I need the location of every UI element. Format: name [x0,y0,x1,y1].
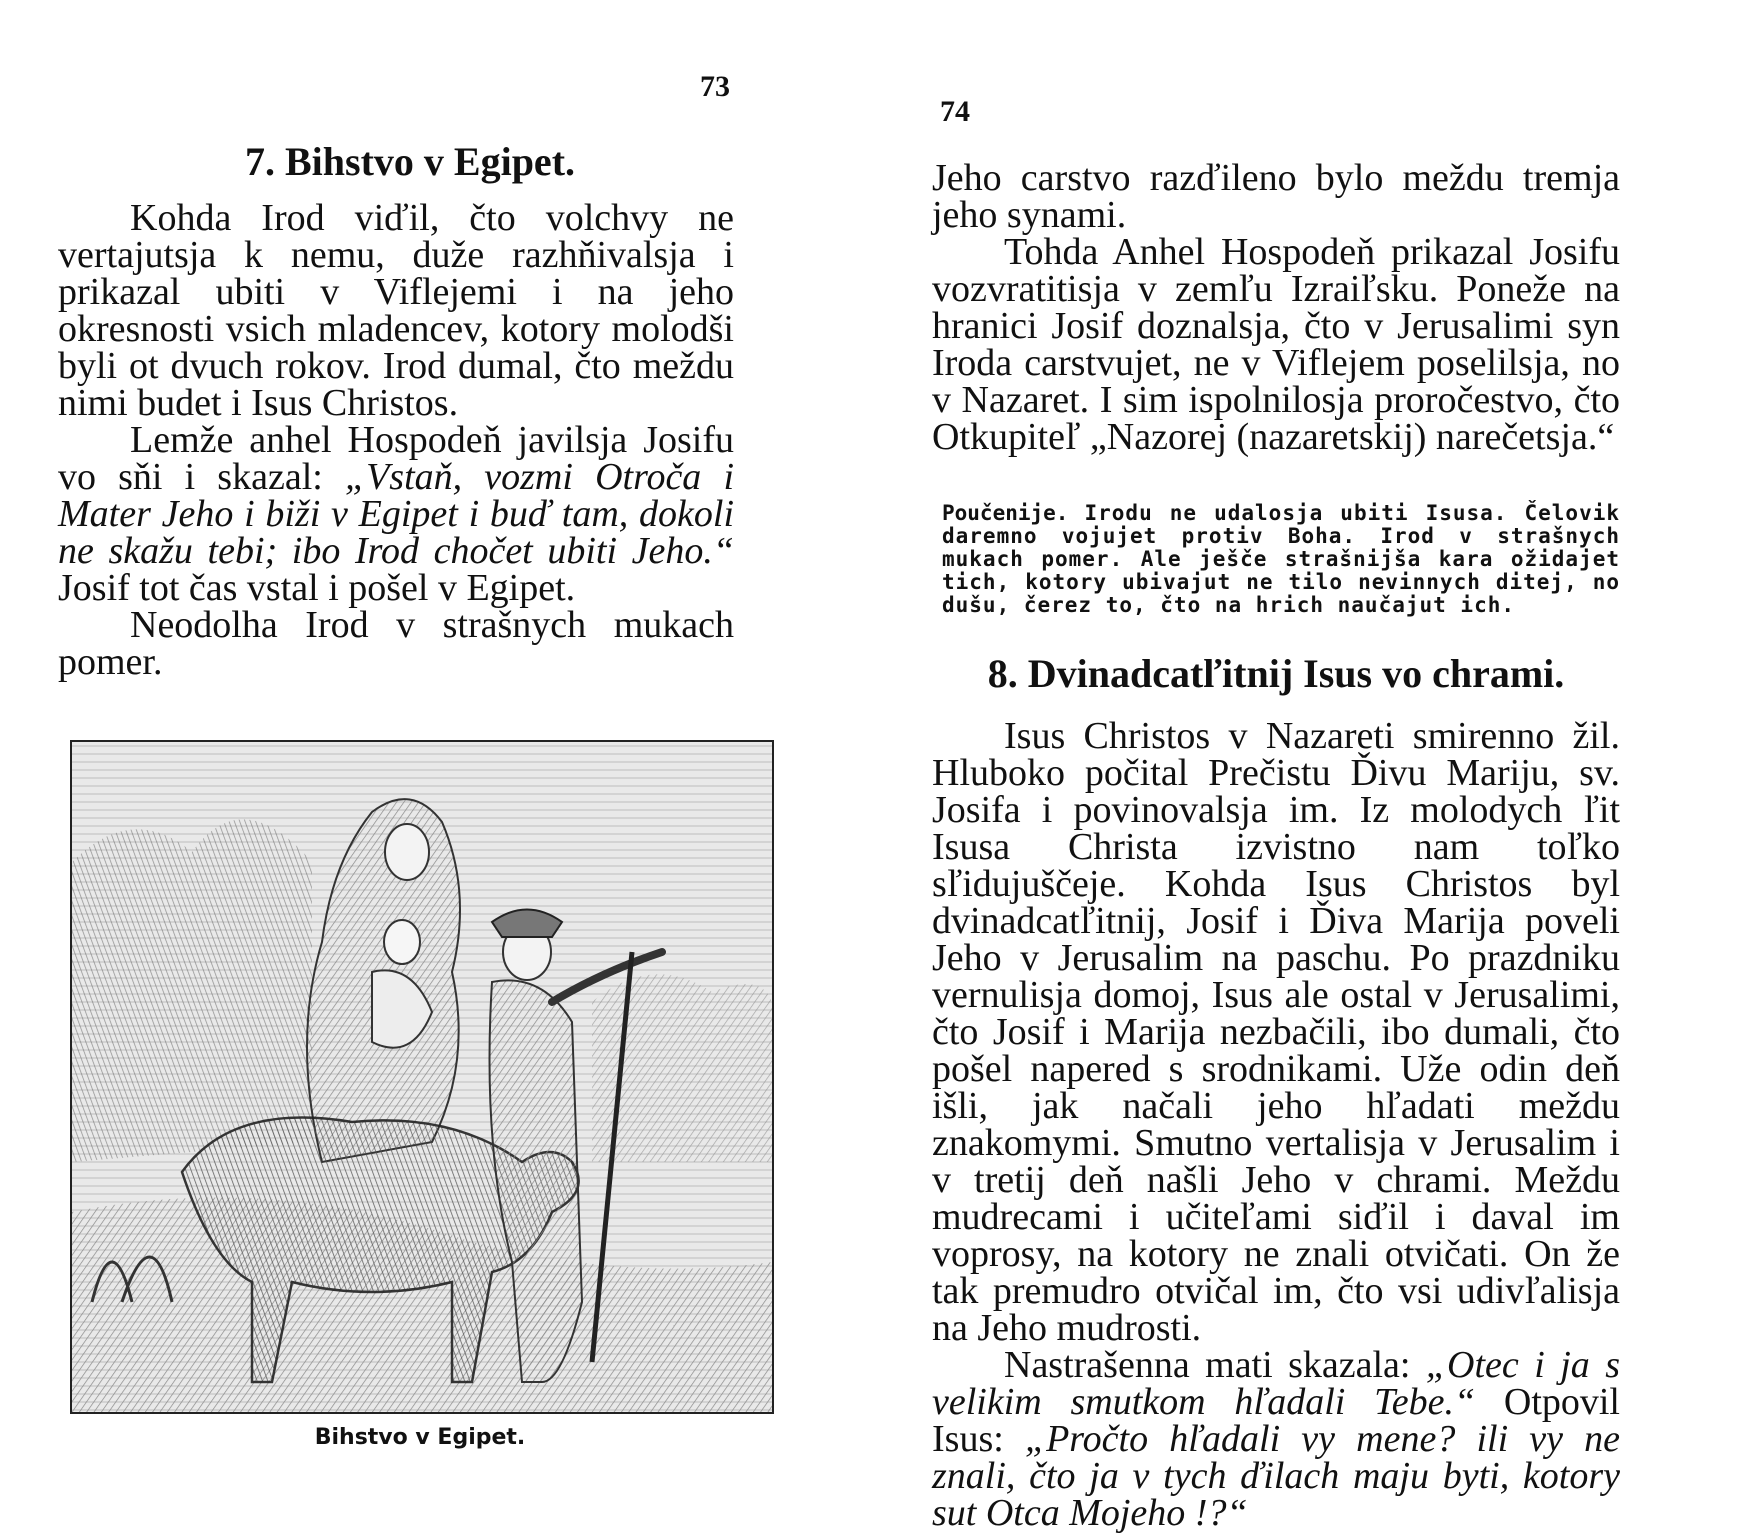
paragraph: Isus Christos v Nazareti smirenno žil. Hluboko počital Prečistu Ďivu Mariju, sv. Josifa i povinovalsja im. Iz molodych ľit Isusa Christa izvistno nam toľko sľidujuščeje. Kohda Isus Christos byl dvinadcatľitnij, Josif i Ďiva Marija poveli Jeho v Jerusalim na paschu. Po prazdniku vernulisja domoj, Isus ale ostal v Jerusalimi, čto Josif i Marija nezbačili, ibo dumali, čto pošel napered s srodnikami. Uže odin deň išli, jak načali jeho hľadati meždu znakomymi. Smutno vertalisja v Jerusalim i v tretij deň našli Jeho v chrami. Meždu mudrecami i učiteľami siďil i daval im voprosy, na kotory ne znali otvičati. On že tak premudro otvičal im, čto vsi udivľalisja na Jeho mudrosti. [932,715,1620,1349]
right-page [880,0,1762,1534]
chapter-body [932,157,1620,458]
quote: „Pročto hľadali vy mene? ili vy ne znali, čto ja v tych ďilach maju byti, kotory sut Otca Mojeho !?“ [932,1418,1621,1534]
chapter-title: 7. Bihstvo v Egipet. [244,139,576,184]
lesson-note [942,502,1620,617]
engraving-image [72,742,772,1412]
paragraph [932,1344,1621,1534]
paragraph: Tohda Anhel Hospodeň prikazal Josifu vozvratitisja v zemľu Izraiľsku. Poneže na hranici Josif doznalsja, čto v Jerusalimi syn Iroda carstvujet, ne v Viflejem poselilsja, no v Nazaret. I sim ispolnilosja proročestvo, čto Otkupiteľ „Nazorej (nazaretskij) narečetsja.“ [932,231,1620,458]
page-number: 73 [700,70,730,103]
quote: „Vstaň, vozmi Otroča i Mater Jeho i biži v Egipet i buď tam, dokoli ne skažu tebi; ibo Irod chočet ubiti Jeho.“ [58,456,735,572]
paragraph: Kohda Irod viďil, čto volchvy ne vertajutsja k nemu, duže razhňivalsja i prikazal ubiti v Viflejemi i na jeho okresnosti vsich mladencev, kotory molodši byli ot dvuch rokov. Irod dumal, čto meždu nimi budet i Isus Christos. [58,197,734,424]
chapter-body [932,715,1621,1534]
paragraph: Neodolha Irod v strašnych mukach pomer. [58,604,734,683]
illustration-flight-to-egypt [70,740,774,1414]
lesson-label: Poučenije. [942,501,1069,525]
page-number: 74 [940,95,970,128]
paragraph: Jeho carstvo razďileno bylo meždu tremja jeho synami. [932,157,1620,236]
lesson-text: Irodu ne udalosja ubiti Isusa. Čelovik daremno vojujet protiv Boha. Irod v strašnych mukach pomer. Ale ješče strašnijša kara ožidajet tich, kotory ubivajut ne tilo nevinnych ditej, no dušu, čerez to, čto na hrich naučajut ich. [942,501,1620,617]
chapter-body [58,197,735,683]
text-run: Otpovil Isus: [932,1381,1620,1460]
chapter-title: 8. Dvinadcatľitnij Isus vo chrami. [987,651,1565,696]
paragraph [58,419,735,609]
text-run: Nastrašenna mati skazala: [1004,1344,1411,1386]
illustration-caption: Bihstvo v Egipet. [314,1425,526,1450]
quote: „Otec i ja s velikim smutkom hľadali Tebe.“ [932,1344,1620,1423]
left-page [0,0,880,1500]
text-run: Josif tot čas vstal i pošel v Egipet. [58,567,576,609]
text-run: Lemže anhel Hospodeň javilsja Josifu vo sňi i skazal: [58,419,734,498]
